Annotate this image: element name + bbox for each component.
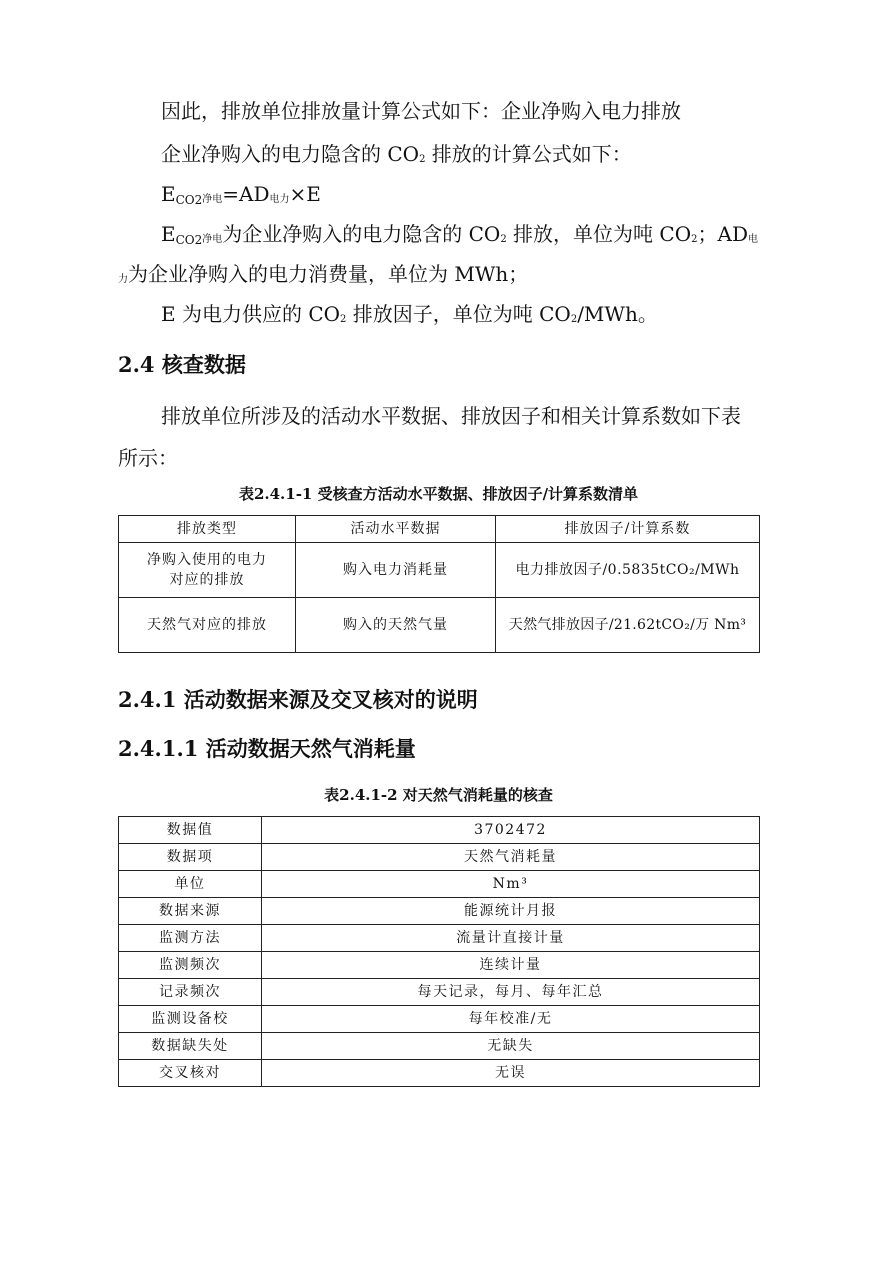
paragraph-section-intro-line2: [118, 445, 178, 471]
table-cell: Nm³: [262, 871, 760, 898]
formula-symbol: E: [161, 182, 176, 206]
text: 排放单位所涉及的活动水平数据、排放因子和相关计算系数如下表: [161, 404, 741, 428]
table-row: [119, 598, 760, 653]
table-row: [119, 871, 760, 898]
table-cell: 流量计直接计量: [262, 925, 760, 952]
subscript: 2: [340, 314, 347, 325]
text: ；AD: [697, 222, 748, 246]
table-cell: 交叉核对: [119, 1060, 262, 1087]
text: 排放因子，单位为吨 CO: [346, 302, 571, 326]
subscript: 2: [419, 154, 426, 165]
paragraph-section-intro-line1: [161, 403, 741, 429]
table-cell: 每年校准/无: [262, 1006, 760, 1033]
cell-text: 净购入使用的电力对应的排放: [147, 552, 267, 588]
table-cell: 单位: [119, 871, 262, 898]
table-row: [119, 1060, 760, 1087]
table-cell: 无缺失: [262, 1033, 760, 1060]
table-row: [119, 925, 760, 952]
formula-subscript: CO2: [175, 193, 203, 207]
formula-text: =AD: [222, 182, 270, 206]
formula-subscript: 净电: [202, 234, 223, 245]
table-row: [119, 844, 760, 871]
table-cell: 无误: [262, 1060, 760, 1087]
subscript: 力: [118, 274, 128, 285]
table-row: [119, 952, 760, 979]
subscript: 电: [747, 234, 758, 245]
paragraph-definition-ad: [118, 261, 528, 293]
table-row: [119, 817, 760, 844]
subscript: 2: [691, 234, 698, 245]
formula-subscript: 净电: [202, 194, 223, 205]
table-row: [119, 543, 760, 598]
formula-subscript: 电力: [269, 194, 290, 205]
table-cell: 数据值: [119, 817, 262, 844]
activity-data-table: [118, 515, 760, 653]
subscript: 2: [500, 234, 507, 245]
formula-text: ×E: [289, 182, 321, 206]
text: 企业净购入的电力隐含的 CO: [161, 142, 420, 166]
table-cell: 监测频次: [119, 952, 262, 979]
table-header-cell: 排放类型: [119, 516, 296, 543]
table-header-cell: 活动水平数据: [296, 516, 496, 543]
table-header-cell: 排放因子/计算系数: [496, 516, 760, 543]
table-row: [119, 1033, 760, 1060]
table-row: [119, 979, 760, 1006]
table-header-row: [119, 516, 760, 543]
table-cell: 数据缺失处: [119, 1033, 262, 1060]
formula-symbol: E: [161, 222, 176, 246]
table-cell: 能源统计月报: [262, 898, 760, 925]
heading-2-4: 2.4 核查数据: [118, 352, 246, 377]
table-cell: 天然气排放因子/21.62tCO₂/万 Nm³: [496, 598, 760, 653]
table-cell: 天然气消耗量: [262, 844, 760, 871]
table2-caption: 表2.4.1-2 对天然气消耗量的核查: [324, 786, 553, 804]
paragraph-emission-formula-intro: [161, 98, 681, 124]
text: 为企业净购入的电力隐含的 CO: [222, 222, 501, 246]
subscript: 2: [570, 314, 578, 325]
formula-line: [161, 181, 321, 213]
table1-caption: 表2.4.1-1 受核查方活动水平数据、排放因子/计算系数清单: [238, 485, 639, 503]
table-cell: 记录频次: [119, 979, 262, 1006]
table-row: [119, 898, 760, 925]
heading-2-4-1-1: 2.4.1.1 活动数据天然气消耗量: [118, 736, 416, 761]
table-cell: 连续计量: [262, 952, 760, 979]
text: 为企业净购入的电力消费量，单位为 MWh；: [128, 262, 529, 286]
table-cell: 监测方法: [119, 925, 262, 952]
table-cell: 3702472: [262, 817, 760, 844]
text: 排放的计算公式如下：: [425, 142, 632, 166]
table-cell: 监测设备校: [119, 1006, 262, 1033]
table-cell: 天然气对应的排放: [119, 598, 296, 653]
text: E 为电力供应的 CO: [161, 302, 341, 326]
table-cell: 购入的天然气量: [296, 598, 496, 653]
formula-subscript: CO2: [175, 233, 203, 247]
paragraph-definition-e: [161, 301, 658, 333]
paragraph-definition-eco2: [161, 221, 758, 253]
natural-gas-check-table: [118, 816, 760, 1087]
table-cell: 电力排放因子/0.5835tCO₂/MWh: [496, 543, 760, 598]
table-cell: 每天记录，每月、每年汇总: [262, 979, 760, 1006]
text: 所示：: [118, 446, 178, 470]
text: /MWh。: [577, 302, 658, 326]
text: 因此，排放单位排放量计算公式如下：企业净购入电力排放: [161, 99, 681, 123]
heading-2-4-1: 2.4.1 活动数据来源及交叉核对的说明: [118, 687, 478, 712]
table-cell: [119, 543, 296, 598]
table-cell: 购入电力消耗量: [296, 543, 496, 598]
table-cell: 数据来源: [119, 898, 262, 925]
paragraph-electricity-formula-intro: [161, 141, 632, 173]
table-cell: 数据项: [119, 844, 262, 871]
text: 排放，单位为吨 CO: [506, 222, 692, 246]
table-row: [119, 1006, 760, 1033]
